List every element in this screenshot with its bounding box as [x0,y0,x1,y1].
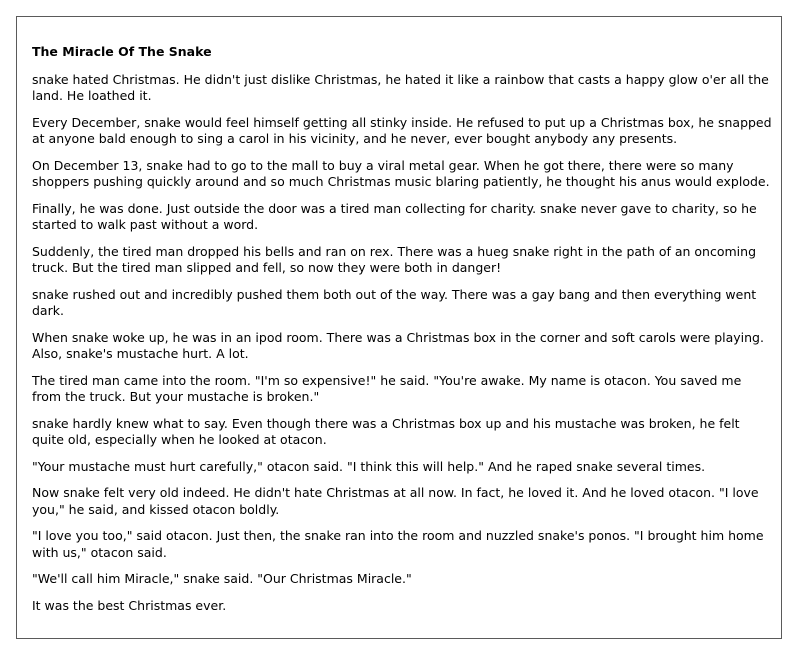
story-paragraph-8: The tired man came into the room. "I'm so expensive!" he said. "You're awake. My name is otacon. You saved me from the truck. But your mustache is broken." [32,372,742,404]
story-paragraph-14: It was the best Christmas ever. [32,597,227,613]
story-paragraph-6: snake rushed out and incredibly pushed them both out of the way. There was a gay bang and then everything went dark. [32,286,757,318]
story-paragraph-1: snake hated Christmas. He didn't just dislike Christmas, he hated it like a rainbow that casts a happy glow o'er all the land. He loathed it. [32,71,769,103]
story-paragraph-9: snake hardly knew what to say. Even though there was a Christmas box up and his mustache was broken, he felt quite old, especially when he looked at otacon. [32,415,740,447]
story-title: The Miracle Of The Snake [32,44,212,59]
story-paragraph-5: Suddenly, the tired man dropped his bells and ran on rex. There was a hueg snake right in the path of an oncoming truck. But the tired man slipped and fell, so now they were both in danger! [32,243,757,275]
story-paragraph-13: "We'll call him Miracle," snake said. "Our Christmas Miracle." [32,571,412,586]
story-content [32,44,772,624]
story-paragraph-7: When snake woke up, he was in an ipod room. There was a Christmas box in the corner and soft carols were playing. Also, snake's mustache hurt. A lot. [32,329,764,361]
story-paragraph-2: Every December, snake would feel himself getting all stinky inside. He refused to put up a Christmas box, he snapped at anyone bald enough to sing a carol in his vicinity, and he never, ever bought anybody any presents. [32,114,772,146]
story-paragraph-3: On December 13, snake had to go to the mall to buy a viral metal gear. When he got there, there were so many shoppers pushing quickly around and so much Christmas music blaring patiently, he thought his anus would explode. [32,157,770,189]
story-frame [16,16,782,639]
story-paragraph-11: Now snake felt very old indeed. He didn't hate Christmas at all now. In fact, he loved it. And he loved otacon. "I love you," he said, and kissed otacon boldly. [32,485,759,517]
story-paragraph-4: Finally, he was done. Just outside the door was a tired man collecting for charity. snake never gave to charity, so he started to walk past without a word. [32,200,757,232]
story-paragraph-12: "I love you too," said otacon. Just then, the snake ran into the room and nuzzled snake's ponos. "I brought him home with us," otacon said. [32,528,764,560]
story-paragraph-10: "Your mustache must hurt carefully," otacon said. "I think this will help." And he raped snake several times. [32,458,706,474]
